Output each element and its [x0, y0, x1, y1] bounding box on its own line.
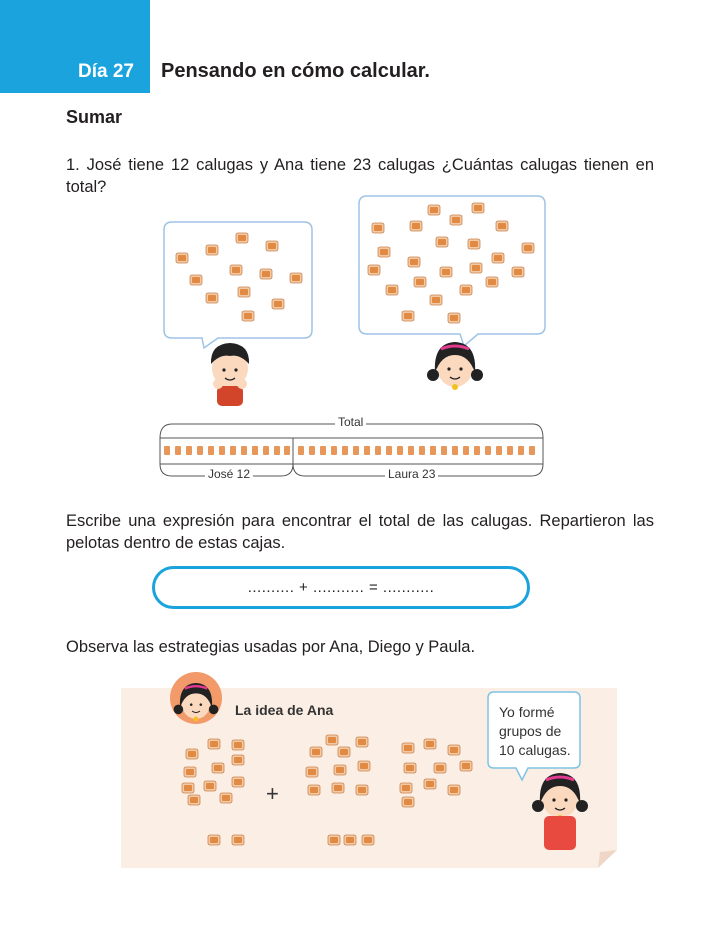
bar-laura-label: Laura 23 — [385, 467, 438, 481]
ana-strategy-panel — [121, 672, 617, 868]
laura-figure — [427, 342, 483, 390]
bar-jose-label: José 12 — [205, 467, 253, 481]
bar-total-label: Total — [335, 415, 366, 429]
answer-box[interactable] — [152, 566, 530, 609]
strategies-text: Observa las estrategias usadas por Ana, Diego y Paula. — [66, 638, 476, 656]
ana-panel-title: La idea de Ana — [235, 702, 334, 718]
problem-text: 1. José tiene 12 calugas y Ana tiene 23 calugas ¿Cuántas calugas tienen en total? — [66, 156, 654, 196]
speech-line: 10 calugas. — [499, 742, 571, 758]
laura-speech-bubble — [359, 196, 545, 346]
speech-line: grupos de — [499, 723, 562, 739]
plus-sign: + — [266, 781, 279, 806]
ana-speech-text — [499, 703, 579, 760]
jose-speech-bubble — [164, 222, 312, 348]
answer-expression: .......... + ........... = ........... — [247, 579, 435, 596]
section-heading: Sumar — [66, 107, 123, 127]
page-title: Pensando en cómo calcular. — [161, 60, 430, 82]
instruction-text: Escribe una expresión para encontrar el total de las calugas. Repartieron las pelotas dentro de estas cajas. — [66, 512, 654, 552]
day-label: Día 27 — [78, 61, 134, 82]
speech-line: Yo formé — [499, 704, 555, 720]
jose-figure — [211, 343, 249, 406]
